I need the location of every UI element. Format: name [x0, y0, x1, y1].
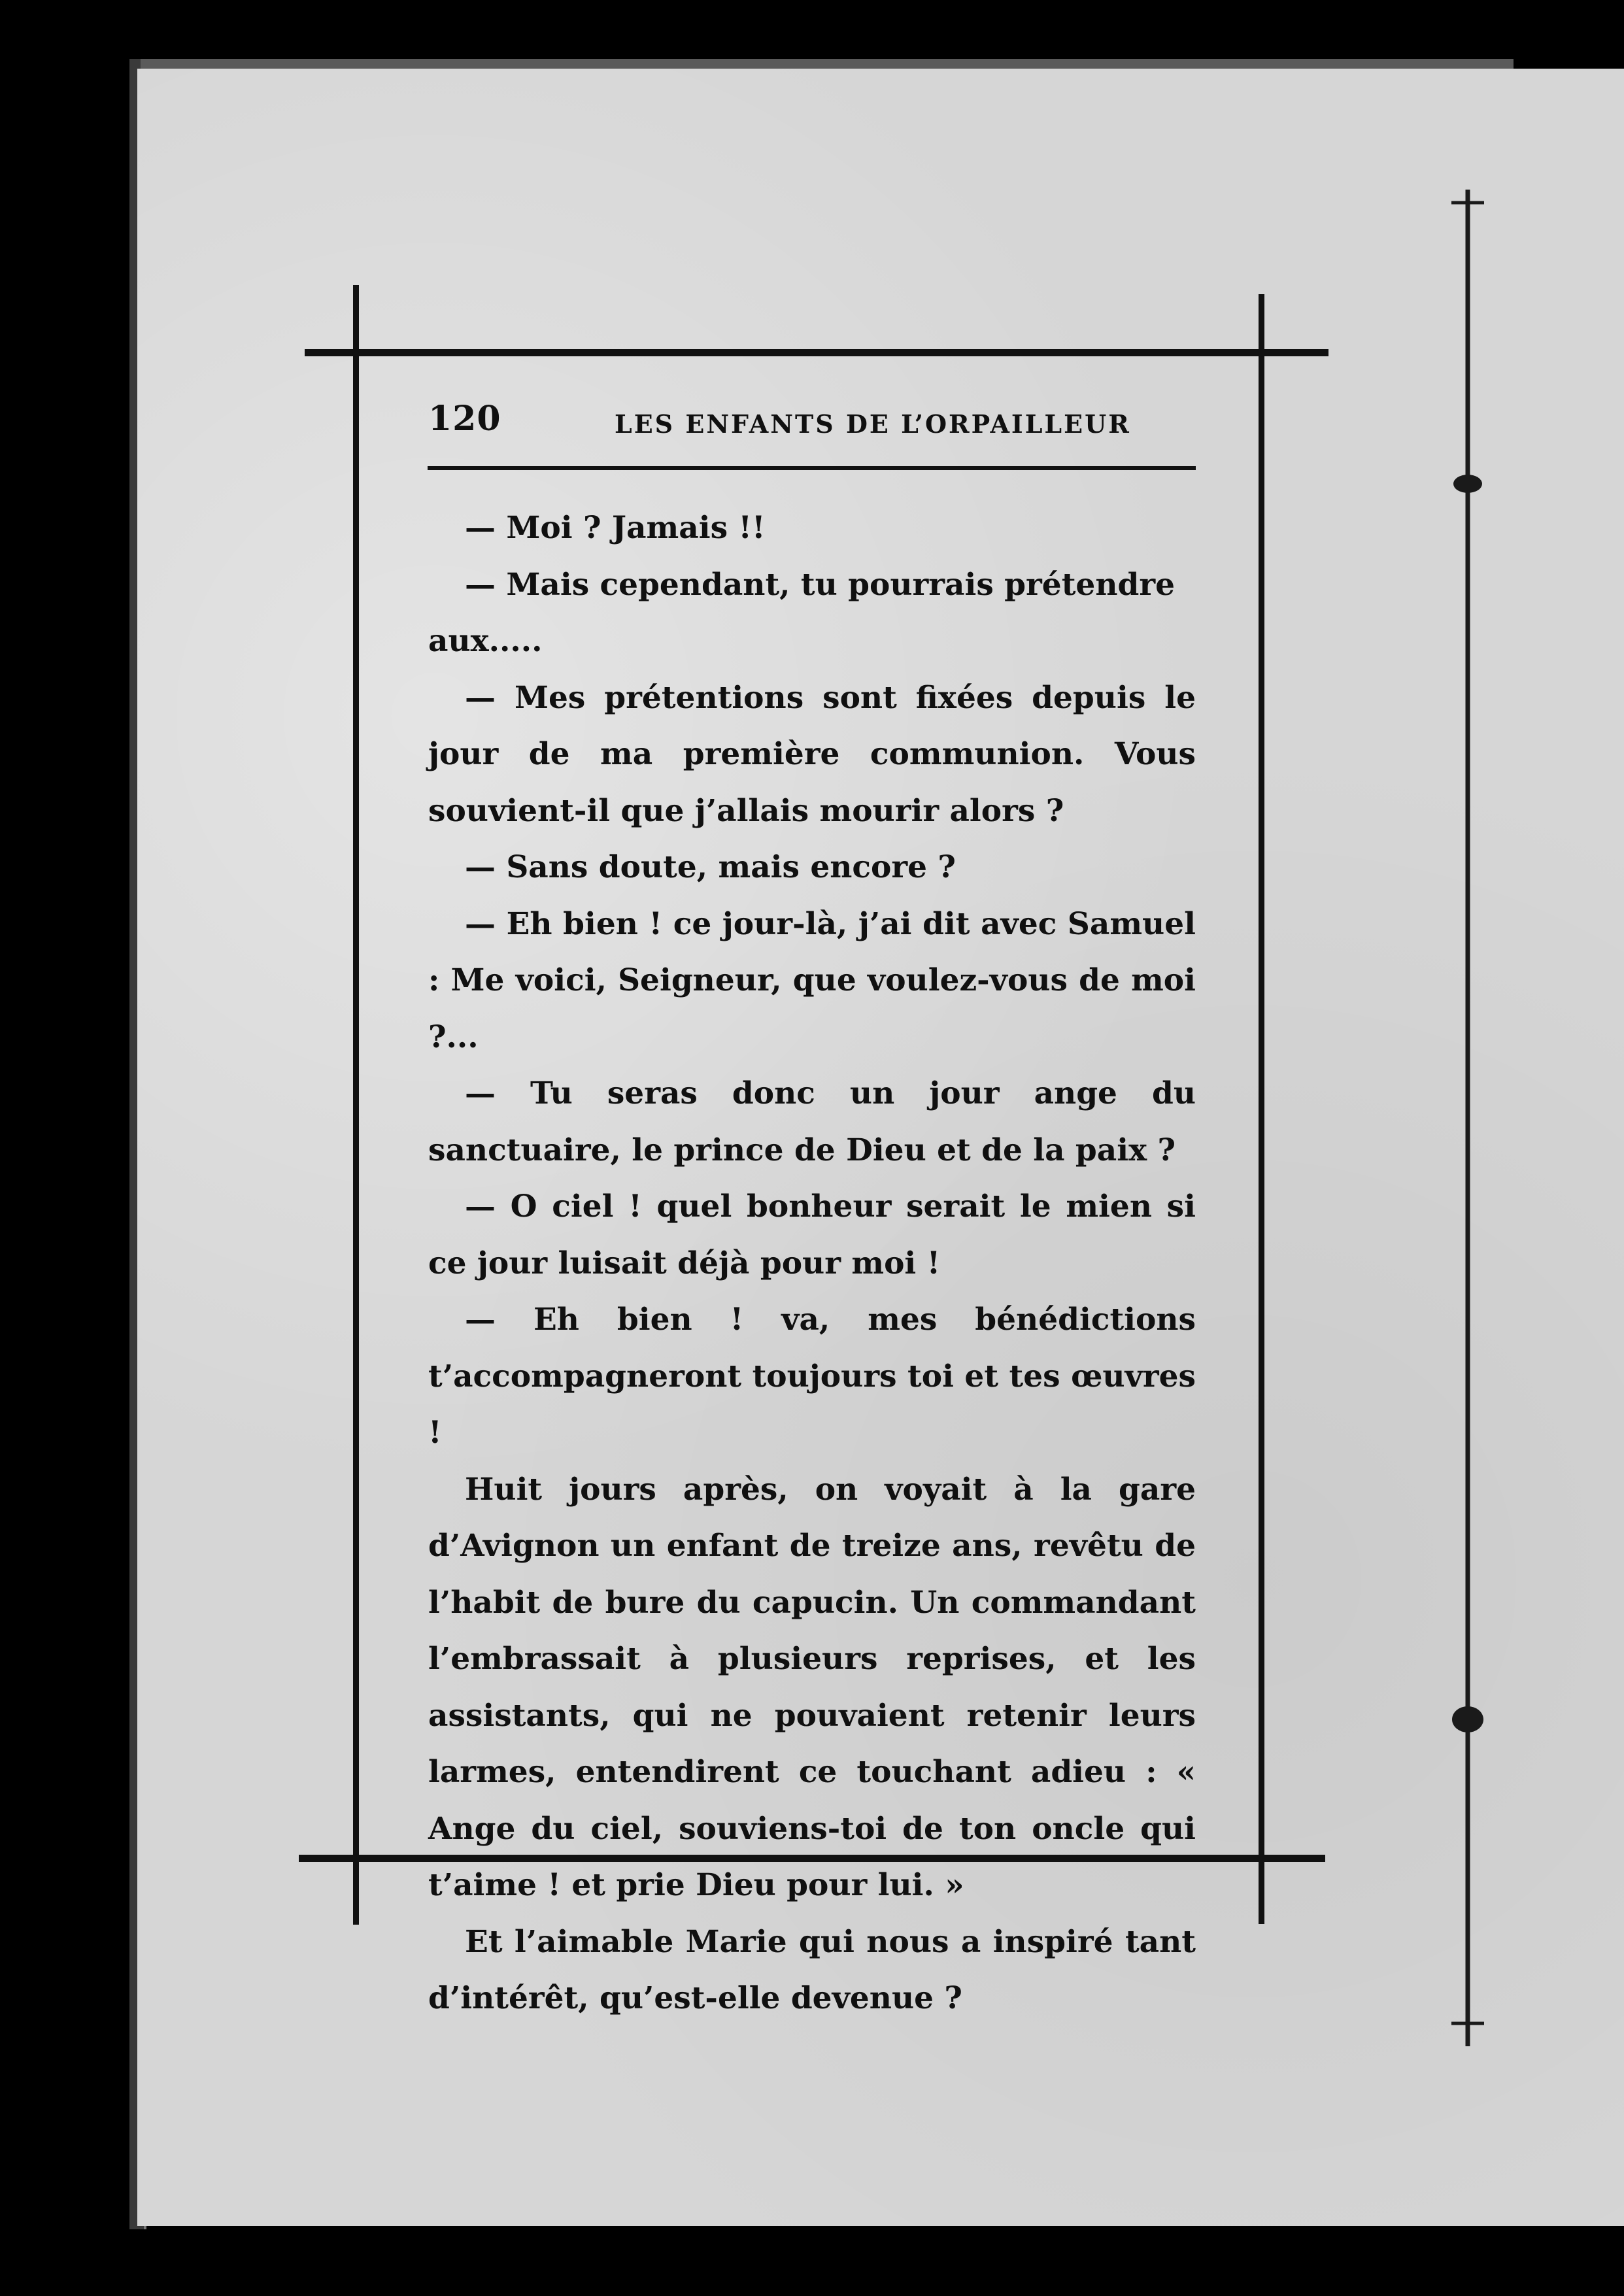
body-text [428, 500, 1196, 2027]
text-block [428, 392, 1196, 2016]
page-number: 120 [428, 399, 501, 439]
paragraph: Huit jours après, on voyait à la gare d’Avignon un enfant de treize ans, revêtu de l’habit de bure du capucin. Un commandant l’embrassait à plusieurs reprises, et les assistants, qui ne pouvaient retenir leurs larmes, entendirent ce touchant adieu : « Ange du ciel, souviens-toi de ton oncle qui t’aime ! et prie Dieu pour lui. » [428, 1471, 1196, 1903]
running-head [428, 392, 1196, 451]
paragraph: — Eh bien ! ce jour-là, j’ai dit avec Samuel : Me voici, Seigneur, que voulez-vous de moi ?... [428, 905, 1196, 1055]
header-rule [428, 466, 1196, 470]
paragraph: — Moi ? Jamais !! [465, 510, 766, 546]
paragraph: — Eh bien ! va, mes bénédictions t’accompagneront toujours toi et tes œuvres ! [428, 1302, 1196, 1451]
frame-top-line [305, 349, 1328, 356]
margin-ornament [1445, 190, 1491, 2046]
running-title: LES ENFANTS DE L’ORPAILLEUR [615, 409, 1131, 439]
paragraph: — Mes prétentions sont fixées depuis le jour de ma première communion. Vous souvient-il que j’allais mourir alors ? [428, 679, 1196, 829]
paragraph: — Sans doute, mais encore ? [465, 849, 956, 885]
frame-right-line [1259, 294, 1264, 1924]
paragraph: Et l’aimable Marie qui nous a inspiré tant d’intérêt, qu’est-elle devenue ? [428, 1923, 1196, 2016]
paragraph: — O ciel ! quel bonheur serait le mien si ce jour luisait déjà pour moi ! [428, 1189, 1196, 1281]
frame-left-line [353, 285, 359, 1925]
paragraph: — Tu seras donc un jour ange du sanctuaire, le prince de Dieu et de la paix ? [428, 1075, 1196, 1168]
paragraph: — Mais cependant, tu pourrais prétendre aux..... [428, 566, 1176, 659]
